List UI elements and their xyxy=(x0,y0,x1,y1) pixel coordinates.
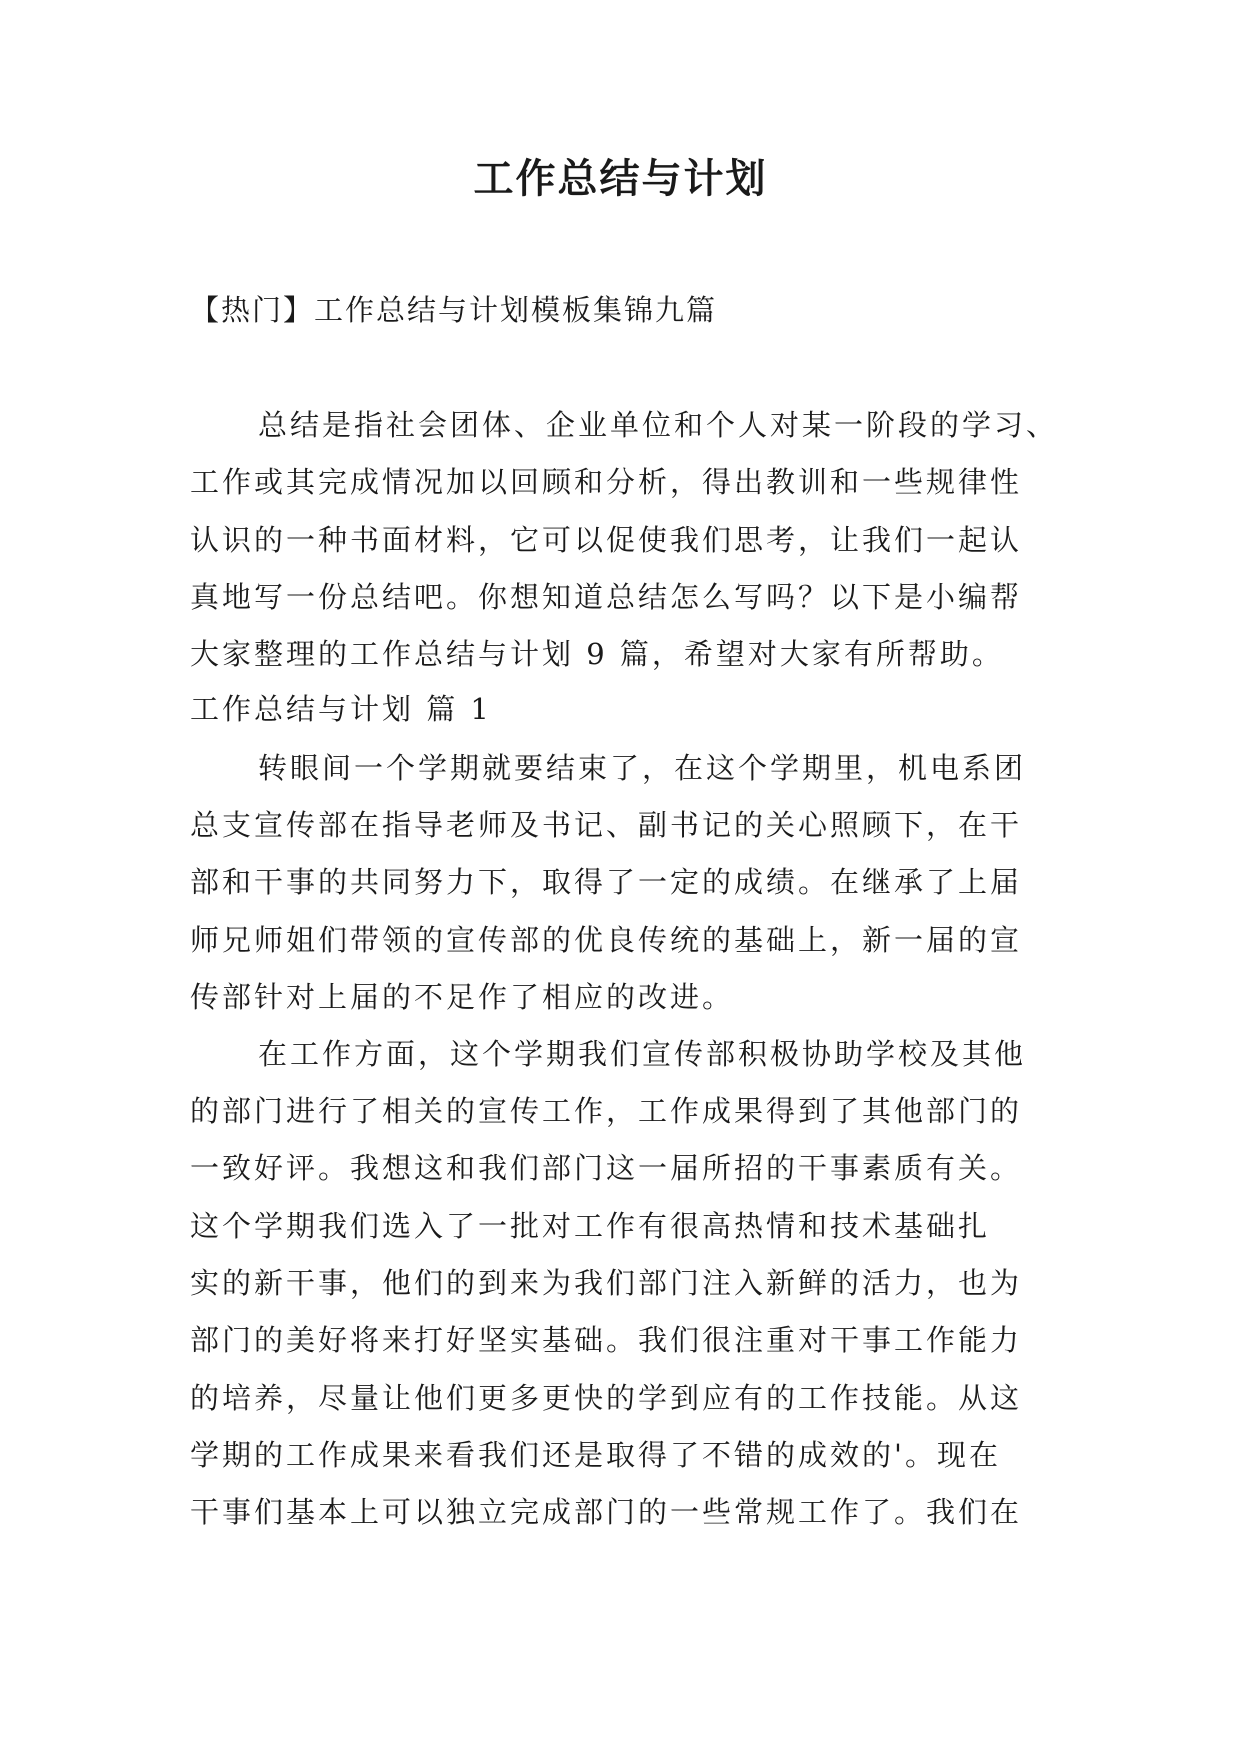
text-line: 的培养，尽量让他们更多更快的学到应有的工作技能。从这 xyxy=(190,1381,1023,1415)
text-line: 部和干事的共同努力下，取得了一定的成绩。在继承了上届 xyxy=(190,865,1023,899)
text-line: 转眼间一个学期就要结束了，在这个学期里，机电系团 xyxy=(258,751,1027,785)
document-subtitle: 【热门】工作总结与计划模板集锦九篇 xyxy=(190,293,718,327)
text-line: 传部针对上届的不足作了相应的改进。 xyxy=(190,980,735,1014)
text-line: 师兄师姐们带领的宣传部的优良传统的基础上，新一届的宣 xyxy=(190,923,1023,957)
text-line: 的部门进行了相关的宣传工作，工作成果得到了其他部门的 xyxy=(190,1094,1023,1128)
text-line: 这个学期我们选入了一批对工作有很高热情和技术基础扎 xyxy=(190,1209,991,1243)
text-line: 部门的美好将来打好坚实基础。我们很注重对干事工作能力 xyxy=(190,1323,1023,1357)
document-title: 工作总结与计划 xyxy=(473,155,768,202)
text-line: 在工作方面，这个学期我们宣传部积极协助学校及其他 xyxy=(258,1037,1027,1071)
text-line: 大家整理的工作总结与计划 9 篇，希望对大家有所帮助。 xyxy=(190,637,1004,671)
text-line: 工作或其完成情况加以回顾和分析，得出教训和一些规律性 xyxy=(190,465,1023,499)
text-line: 学期的工作成果来看我们还是取得了不错的成效的'。现在 xyxy=(190,1438,1001,1472)
text-line: 实的新干事，他们的到来为我们部门注入新鲜的活力，也为 xyxy=(190,1266,1023,1300)
text-line: 真地写一份总结吧。你想知道总结怎么写吗？以下是小编帮 xyxy=(190,580,1023,614)
text-line: 干事们基本上可以独立完成部门的一些常规工作了。我们在 xyxy=(190,1495,1023,1529)
section-heading: 工作总结与计划 篇 1 xyxy=(190,692,492,726)
text-line: 认识的一种书面材料，它可以促使我们思考，让我们一起认 xyxy=(190,523,1023,557)
text-line: 一致好评。我想这和我们部门这一届所招的干事素质有关。 xyxy=(190,1151,1023,1185)
text-line: 总支宣传部在指导老师及书记、副书记的关心照顾下，在干 xyxy=(190,808,1023,842)
text-line: 总结是指社会团体、企业单位和个人对某一阶段的学习、 xyxy=(258,408,1059,442)
